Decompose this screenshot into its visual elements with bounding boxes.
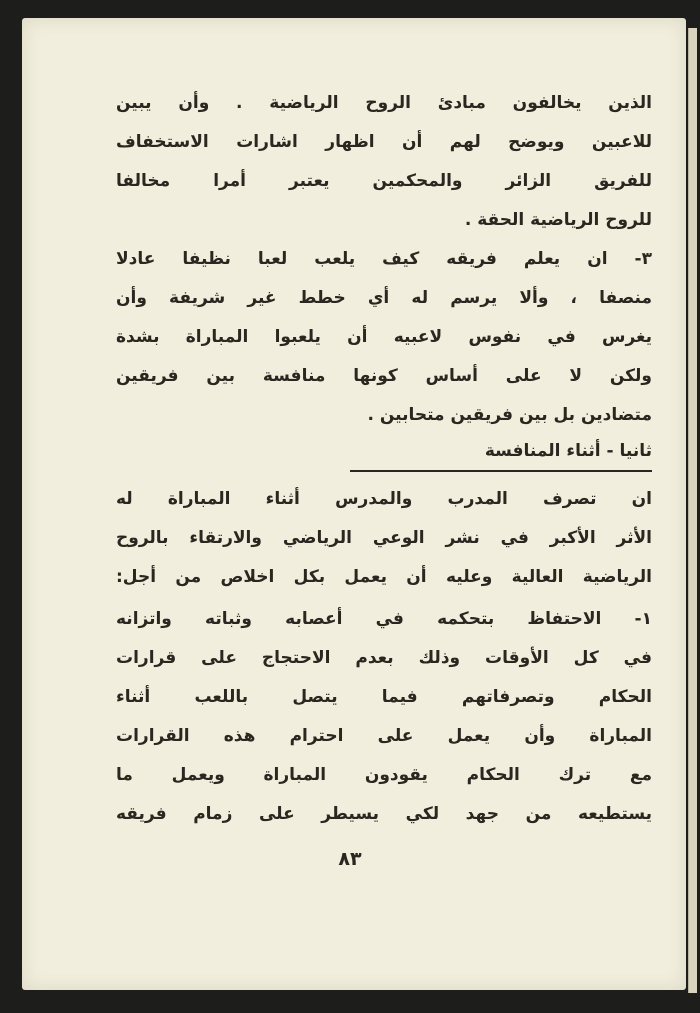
- paragraph-4: [116, 600, 652, 834]
- text-line: للروح الرياضية الحقة .: [464, 210, 652, 230]
- text-line: في كل الأوقات وذلك بعدم الاحتجاج على قرارات: [116, 648, 652, 668]
- text-line: يغرس في نفوس لاعبيه أن يلعبوا المباراة بشدة: [116, 327, 652, 347]
- paragraph-3: [116, 480, 652, 597]
- text-line: الذين يخالفون مبادئ الروح الرياضية . وأن يبين: [116, 93, 652, 113]
- text-line: الأثر الأكبر في نشر الوعي الرياضي والارتقاء بالروح: [116, 528, 652, 548]
- section-heading: ثانيا - أثناء المنافسة: [484, 441, 652, 461]
- text-line: متضادين بل بين فريقين متحابين .: [367, 405, 652, 425]
- text-line: المباراة وأن يعمل على احترام هذه القرارات: [116, 726, 652, 746]
- text-line: منصفا ، وألا يرسم له أي خطط غير شريفة وأن: [116, 288, 652, 308]
- page-number: ٨٣: [338, 848, 362, 870]
- text-line: يستطيعه من جهد لكي يسيطر على زمام فريقه: [116, 804, 652, 824]
- text-line: للاعبين ويوضح لهم أن اظهار اشارات الاستخفاف: [116, 132, 652, 152]
- paragraph-1: [116, 84, 652, 240]
- text-line: الحكام وتصرفاتهم فيما يتصل باللعب أثناء: [116, 687, 652, 707]
- paragraph-2: [116, 240, 652, 435]
- text-line: ٣- ان يعلم فريقه كيف يلعب لعبا نظيفا عادلا: [116, 249, 652, 269]
- text-line: مع ترك الحكام يقودون المباراة ويعمل ما: [116, 765, 652, 785]
- text-line: ولكن لا على أساس كونها منافسة بين فريقين: [116, 366, 652, 386]
- text-line: الرياضية العالية وعليه أن يعمل بكل اخلاص من أجل:: [116, 567, 652, 587]
- heading-underline: [350, 470, 652, 472]
- text-line: ١- الاحتفاظ بتحكمه في أعصابه وثباته واتزانه: [116, 609, 652, 629]
- text-line: ان تصرف المدرب والمدرس أثناء المباراة له: [116, 489, 652, 509]
- text-line: للفريق الزائر والمحكمين يعتبر أمرا مخالفا: [116, 171, 652, 191]
